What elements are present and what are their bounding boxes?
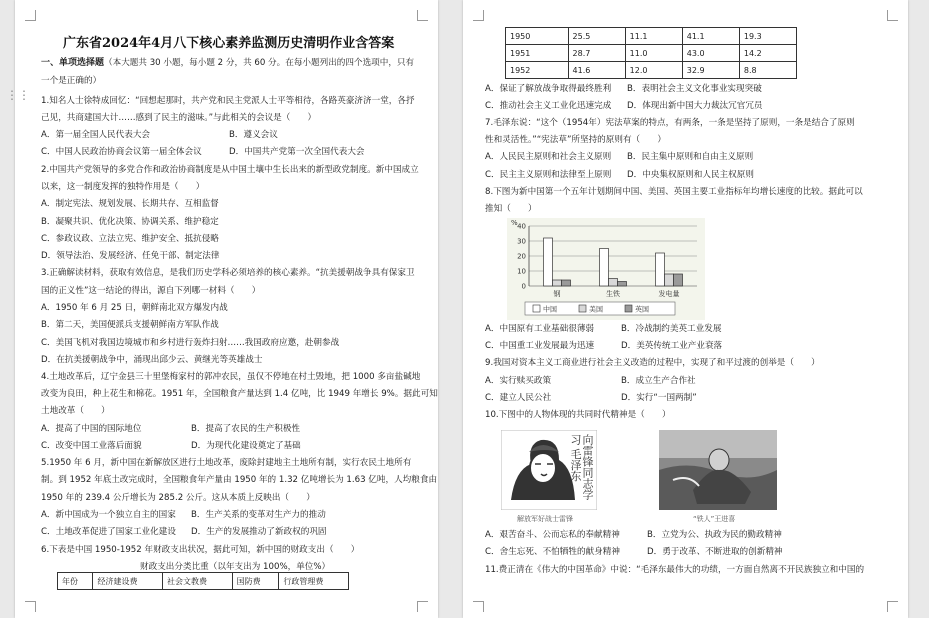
bar-美国-钢	[553, 280, 562, 286]
page-1	[15, 0, 438, 618]
text-line: D．美英传统工业产业衰落	[621, 341, 723, 351]
bar-英国-发电量	[674, 274, 683, 286]
table-header-cell: 年份	[58, 573, 93, 590]
text-line: 4.土地改革后，辽宁金县三十里堡梅家村的郭冲农民，虽仅不停地在村土毁地，把 1000 多亩盐碱地	[41, 372, 421, 382]
x-tick-label: 发电量	[658, 290, 680, 298]
text-line: A．1950 年 6 月 25 日，朝鲜南北双方爆发内战	[41, 303, 228, 313]
table-cell: 12.0	[625, 62, 682, 79]
y-axis-label: %	[511, 219, 518, 227]
text-line: 6.下表是中国 1950-1952 年财政支出状况，据此可知，新中国的财政支出（ ）	[41, 545, 360, 555]
section-note-cont: 一个是正确的）	[41, 76, 102, 86]
table-row	[506, 62, 797, 79]
crop-mark	[887, 601, 898, 612]
text-line: C．美国飞机对我国边境城市和乡村进行轰炸扫射……我国政府应邀，赴朝参战	[41, 338, 340, 348]
text-line: A．人民民主原则和社会主义原则	[485, 152, 612, 162]
table-row	[506, 45, 797, 62]
text-line: D．为现代化建设奠定了基础	[191, 441, 301, 451]
legend-swatch	[533, 305, 540, 312]
table-cell: 1950	[506, 28, 569, 45]
image-caption-leifeng: 解放军好战士雷锋	[517, 515, 573, 523]
text-line: 9.我国对资本主义工商业进行社会主义改造的过程中，实现了和平过渡的创举是（ ）	[485, 358, 820, 368]
bar-中国-生铁	[600, 249, 609, 287]
text-line: D．实行“一国两制”	[621, 393, 697, 403]
text-line: D．在抗美援朝战争中，涌现出邱少云、黄继光等英雄战士	[41, 355, 263, 365]
text-line: B．凝聚共识、优化决策、协调关系、维护稳定	[41, 217, 219, 227]
text-line: 性和灵活性。”“宪法草”所坚持的原则有（ ）	[485, 135, 666, 145]
text-line: B．民主集中原则和自由主义原则	[627, 152, 754, 162]
wangjinxi-photo	[659, 430, 777, 510]
y-tick-label: 30	[517, 237, 526, 246]
text-line: 11.费正清在《伟大的中国革命》中说：“毛泽东最伟大的功绩，一方面自然离不开民族独立和中国的	[485, 565, 865, 575]
section-title: 一、单项选择题	[41, 58, 105, 68]
crop-mark	[473, 601, 484, 612]
text-line: B．第二天，美国便派兵支援朝鲜南方军队作战	[41, 320, 219, 330]
text-line: 以来，这一制度发挥的独特作用是（ ）	[41, 182, 205, 192]
crop-mark	[417, 601, 428, 612]
text-line: C．舍生忘死、不怕牺牲的献身精神	[485, 547, 620, 557]
text-line: 国的正义性”这一结论的得出，源自下列哪一材料（ ）	[41, 286, 261, 296]
table-cell: 32.9	[682, 62, 739, 79]
text-line: B．成立生产合作社	[621, 376, 696, 386]
table-cell: 1951	[506, 45, 569, 62]
text-line: 7.毛泽东说：“这个（1954年）宪法草案的特点，有两条，一条是坚持了原则，一条是结合了原则	[485, 118, 855, 128]
text-line: B．表明社会主义文化事业实现突破	[627, 84, 762, 94]
wangjinxi-photo-image	[659, 430, 777, 510]
drag-handle-icon[interactable]: ⋮⋮	[6, 88, 30, 102]
table-cell: 14.2	[739, 45, 796, 62]
table-cell: 28.7	[568, 45, 625, 62]
crop-mark	[25, 10, 36, 21]
table-cell: 41.1	[682, 28, 739, 45]
x-tick-label: 生铁	[606, 290, 620, 298]
document-title: 广东省2024年4月八下核心素养监测历史清明作业含答案	[63, 36, 395, 51]
table-cell: 19.3	[739, 28, 796, 45]
text-line: B．生产关系的变革对生产力的推动	[191, 510, 326, 520]
text-line: B．遵义会议	[229, 130, 278, 140]
crop-mark	[25, 601, 36, 612]
growth-bar-chart	[507, 218, 705, 320]
text-line: D．勇于改革、不断进取的创新精神	[647, 547, 783, 557]
text-line: 己见，共商建国大计……感到了民主的滋味。”与此相关的会议是（ ）	[41, 113, 317, 123]
table-header-cell: 社会文教费	[163, 573, 233, 590]
text-line: 土地改革（ ）	[41, 406, 110, 416]
finance-table-body	[505, 27, 797, 79]
section-note: （本大题共 30 小题，每小题 2 分，共 60 分。在每小题列出的四个选项中，只有	[104, 58, 415, 68]
bar-英国-生铁	[618, 282, 627, 287]
text-line: C．土地改革促进了国家工业化建设	[41, 527, 176, 537]
text-line: B．冷战制约美英工业发展	[621, 324, 722, 334]
y-tick-label: 40	[517, 222, 526, 231]
text-line: A．制定宪法、规划发展、长期共存、互相监督	[41, 199, 219, 209]
legend-swatch	[579, 305, 586, 312]
legend-swatch	[625, 305, 632, 312]
text-line: A．艰苦奋斗、公而忘私的奉献精神	[485, 530, 620, 540]
text-line: D．中央集权原则和人民主权原则	[627, 170, 754, 180]
image-caption-wangjinxi: “铁人”王进喜	[693, 515, 736, 523]
text-line: 10.下图中的人物体现的共同时代精神是（ ）	[485, 410, 671, 420]
text-line: C．中国重工业发展最为迅速	[485, 341, 595, 351]
bar-英国-钢	[562, 280, 571, 286]
table-cell: 11.1	[625, 28, 682, 45]
table-header-cell: 国防费	[232, 573, 279, 590]
table-cell: 1952	[506, 62, 569, 79]
bar-中国-发电量	[656, 253, 665, 286]
text-line: 8.下图为新中国第一个五年计划期间中国、美国、英国主要工业指标年均增长速度的比较。据此可以	[485, 187, 863, 197]
text-line: B．立党为公、执政为民的勤政精神	[647, 530, 782, 540]
table-cell: 8.8	[739, 62, 796, 79]
text-line: D．中国共产党第一次全国代表大会	[229, 147, 365, 157]
text-line: 制。到 1952 年底土改完成时，全国粮食年产量由 1950 年的 1.32 亿吨增长为 1.63 亿吨，人均粮食由	[41, 475, 438, 485]
text-line: C．参政议政、立法立宪、维护安全、抵抗侵略	[41, 234, 219, 244]
text-line: D．领导法治、发展经济、任免干部、制定法律	[41, 251, 220, 261]
page-2	[463, 0, 908, 618]
text-line: C．推动社会主义工业化迅速完成	[485, 101, 612, 111]
text-line: 推知（ ）	[485, 204, 537, 214]
text-line: C．改变中国工业落后面貌	[41, 441, 142, 451]
text-line: D．体现出新中国大力裁汰冗官冗员	[627, 101, 763, 111]
y-tick-label: 0	[521, 282, 526, 291]
table-cell: 11.0	[625, 45, 682, 62]
crop-mark	[473, 10, 484, 21]
x-tick-label: 钢	[553, 290, 561, 298]
text-line: A．新中国成为一个独立自主的国家	[41, 510, 176, 520]
legend-label: 美国	[589, 305, 603, 314]
text-line: 1950 年的 239.4 公斤增长为 285.2 公斤。这从本质上反映出（ ）	[41, 493, 315, 503]
text-line: A．第一届全国人民代表大会	[41, 130, 151, 140]
y-tick-label: 20	[517, 252, 526, 261]
bar-美国-生铁	[609, 279, 618, 287]
text-line: C．中国人民政治协商会议第一届全体会议	[41, 147, 202, 157]
text-line: 1.知名人士徐特成回忆：“回想起那时，共产党和民主党派人士平等相待，各路英豪济济一堂，各抒	[41, 96, 415, 106]
text-line: 改变为良田，种上花生和棉花。1951 年，全国粮食产量达到 1.4 亿吨，比 1949 年增长 9%。据此可知	[41, 389, 438, 399]
handwritten-inscription: 向雷锋同志学习 毛泽东	[569, 434, 594, 500]
table-header-cell: 经济建设费	[93, 573, 163, 590]
y-tick-label: 10	[517, 267, 526, 276]
legend-label: 中国	[543, 305, 557, 314]
bar-中国-钢	[544, 238, 553, 286]
text-line: 5.1950 年 6 月，新中国在新解放区进行土地改革，废除封建地主土地所有制，实行农民土地所有	[41, 458, 412, 468]
crop-mark	[887, 10, 898, 21]
text-line: A．中国原有工业基础很薄弱	[485, 324, 595, 334]
text-line: C．建立人民公社	[485, 393, 552, 403]
text-line: B．提高了农民的生产积极性	[191, 424, 301, 434]
text-line: C．民主主义原则和法律至上原则	[485, 170, 612, 180]
table-cell: 25.5	[568, 28, 625, 45]
text-line: 3.正确解读材料，获取有效信息，是我们历史学科必须培养的核心素养。“抗美援朝战争具有保家卫	[41, 268, 415, 278]
text-line: D．生产的发展推动了新政权的巩固	[191, 527, 327, 537]
text-line: A．提高了中国的国际地位	[41, 424, 142, 434]
table-row	[506, 28, 797, 45]
table-header-cell: 行政管理费	[279, 573, 349, 590]
text-line: 财政支出分类比重（以年支出为 100%，单位%）	[140, 562, 331, 572]
leifeng-portrait	[501, 430, 597, 510]
text-line: A．保证了解放战争取得最终胜利	[485, 84, 612, 94]
text-line: 2.中国共产党领导的多党合作和政治协商制度是从中国土壤中生长出来的新型政党制度。新中国成立	[41, 165, 419, 175]
finance-table-header	[57, 572, 349, 590]
table-cell: 41.6	[568, 62, 625, 79]
legend-label: 英国	[635, 305, 649, 314]
bar-美国-发电量	[665, 274, 674, 286]
text-line: A．实行赎买政策	[485, 376, 552, 386]
table-cell: 43.0	[682, 45, 739, 62]
section-heading	[41, 58, 414, 69]
crop-mark	[417, 10, 428, 21]
